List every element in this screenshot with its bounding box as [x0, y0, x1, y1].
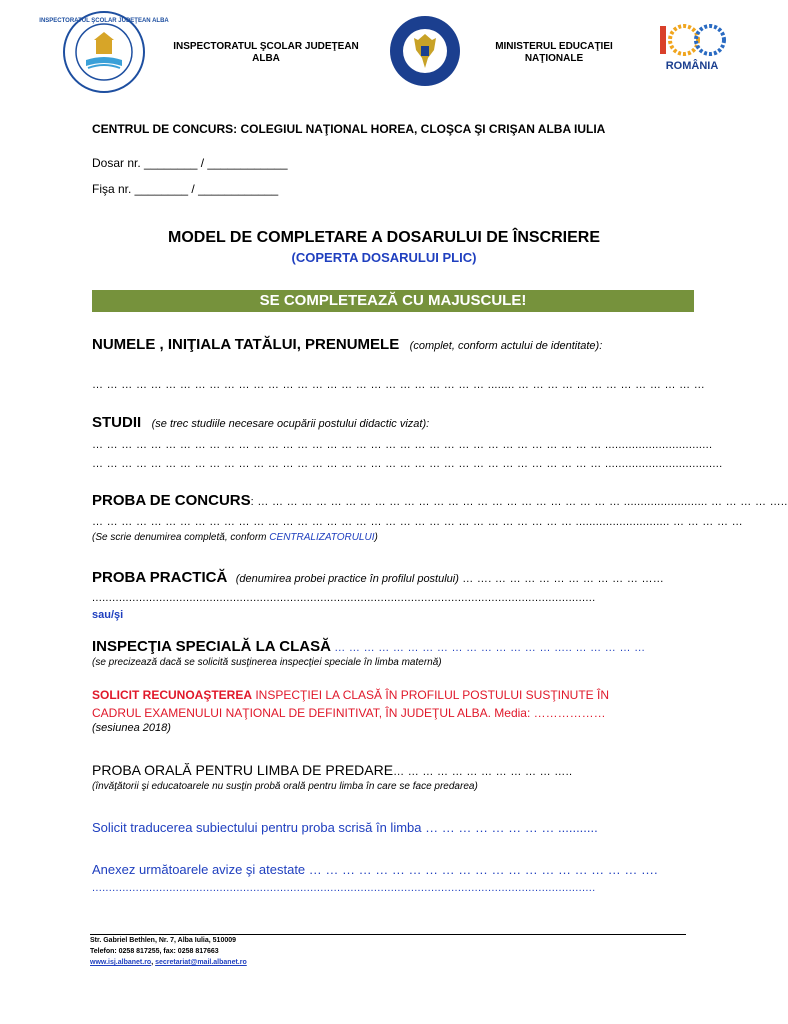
centralizator-link[interactable]: CENTRALIZATORULUI: [269, 532, 375, 543]
orala-label: PROBA ORALĂ PENTRU LIMBA DE PREDARE: [92, 762, 394, 778]
proba-row: [92, 492, 788, 510]
footer-links: [90, 959, 247, 966]
inspectia-row: [92, 638, 645, 656]
recunoastere-line-1: [92, 688, 694, 702]
proba-label: PROBA DE CONCURS: [92, 492, 251, 509]
dosar-number-line: Dosar nr. ________ / ____________: [92, 156, 288, 170]
nume-row: [92, 336, 602, 354]
org-right: MINISTERUL EDUCAŢIEI NAŢIONALE: [495, 41, 613, 64]
practica-dots-1[interactable]: ......................................................................................................................................................: [92, 592, 596, 604]
inspectia-note: (se precizează dacă se solicită susţinerea inspecţiei speciale în limba maternă): [92, 657, 442, 668]
footer-sep: ,: [151, 959, 156, 966]
uppercase-banner: SE COMPLETEAZĂ CU MAJUSCULE!: [92, 290, 694, 312]
studii-row: [92, 414, 429, 432]
anexez-dots[interactable]: ......................................................................................................................................................: [92, 882, 596, 894]
recunoastere-bold: SOLICIT RECUNOAŞTEREA: [92, 688, 253, 702]
fisa-number-line: Fişa nr. ________ / ____________: [92, 182, 279, 196]
orala-note: (învăţătorii şi educatoarele nu susţin probă orală pentru limba în care se face predarea): [92, 781, 478, 792]
footer-phone: Telefon: 0258 817255, fax: 0258 817663: [90, 948, 219, 955]
and-or-label: sau/şi: [92, 609, 124, 621]
org-left: INSPECTORATUL ŞCOLAR JUDEŢEAN ALBA: [173, 41, 359, 64]
session-note: (sesiunea 2018): [92, 722, 171, 734]
page-subtitle: (COPERTA DOSARULUI PLIC): [291, 250, 477, 265]
recunoastere-line-2: CADRUL EXAMENULUI NAŢIONAL DE DEFINITIVAT, ÎN JUDEŢUL ALBA. Media: ………………: [92, 706, 606, 720]
studii-dots-1[interactable]: … … … … … … … … … … … … … … … … … … … … … … … … … … … … … … … … … … … ................................: [92, 439, 713, 451]
proba-note: [92, 532, 378, 543]
studii-note: (se trec studiile necesare ocupării postului didactic vizat): [151, 418, 427, 430]
website-link[interactable]: www.isj.albanet.ro: [90, 959, 152, 966]
nume-note: (complet, conform actului de identitate): [409, 340, 600, 352]
government-seal: [388, 10, 462, 92]
practica-label: PROBA PRACTICĂ: [92, 569, 228, 586]
footer-divider: [90, 934, 686, 935]
proba-dots-1[interactable]: … … … … … … … … … … … … … … … … … … … … … … … … … … … … … … … … … ............................ … … … … …: [92, 516, 743, 528]
proba-dots-inline[interactable]: : … … … … … … … … … … … … … … … … … … … … … … … … … ......................... … … … … …..: [250, 496, 788, 508]
logo-ring-text: INSPECTORATUL ŞCOLAR JUDEŢEAN ALBA: [39, 18, 169, 24]
nume-label: NUMELE , INIŢIALA TATĂLUI, PRENUMELE: [92, 336, 400, 353]
email-link[interactable]: secretariat@mail.albanet.ro: [155, 959, 247, 966]
traducere-line[interactable]: Solicit traducerea subiectului pentru proba scrisă în limba … … … … … … … … ...........: [92, 820, 598, 835]
orala-dots-inline[interactable]: … … … … … … … … … … … …..: [393, 766, 573, 778]
studii-colon: :: [426, 418, 430, 430]
practica-row: [92, 569, 694, 587]
nume-colon: :: [599, 340, 603, 352]
footer-address: Str. Gabriel Bethlen, Nr. 7, Alba Iulia, 510009: [90, 937, 237, 944]
inspectia-dots-inline[interactable]: … … … … … … … … … … … … … … … ….. … … … … …: [330, 642, 646, 654]
anexez-line[interactable]: Anexez următoarele avize şi atestate … … … … … … … … … … … … … … … … … … … … ….: [92, 862, 658, 877]
proba-note-suffix: ): [374, 532, 378, 543]
studii-label: STUDII: [92, 414, 142, 431]
recunoastere-text-1: INSPECŢIEI LA CLASĂ ÎN PROFILUL POSTULUI SUSŢINUTE ÎN: [252, 688, 609, 702]
nume-dots[interactable]: … … … … … … … … … … … … … … … … … … … … … … … … … … … ........ … … … … … … … … … … … … …: [92, 379, 706, 391]
proba-note-prefix: (Se scrie denumirea completă, conform: [92, 532, 270, 543]
isj-logo: [39, 10, 169, 94]
centenar-label: ROMÂNIA: [665, 60, 719, 72]
contest-center: CENTRUL DE CONCURS: COLEGIUL NAŢIONAL HOREA, CLOŞCA ŞI CRIŞAN ALBA IULIA: [92, 122, 606, 136]
practica-dots-inline[interactable]: … …. … … … … … … … … … … ……: [458, 573, 665, 585]
studii-dots-2[interactable]: … … … … … … … … … … … … … … … … … … … … … … … … … … … … … … … … … … … ...................................: [92, 458, 723, 470]
inspectia-label: INSPECŢIA SPECIALĂ LA CLASĂ: [92, 638, 331, 655]
seal-text: GUVERNUL ROMÂNIEI: [397, 8, 453, 14]
page-title: MODEL DE COMPLETARE A DOSARULUI DE ÎNSCRIERE: [167, 229, 601, 246]
practica-note: (denumirea probei practice în profilul postului): [235, 573, 459, 585]
centenar-logo: [656, 20, 728, 78]
orala-row: [92, 762, 572, 780]
